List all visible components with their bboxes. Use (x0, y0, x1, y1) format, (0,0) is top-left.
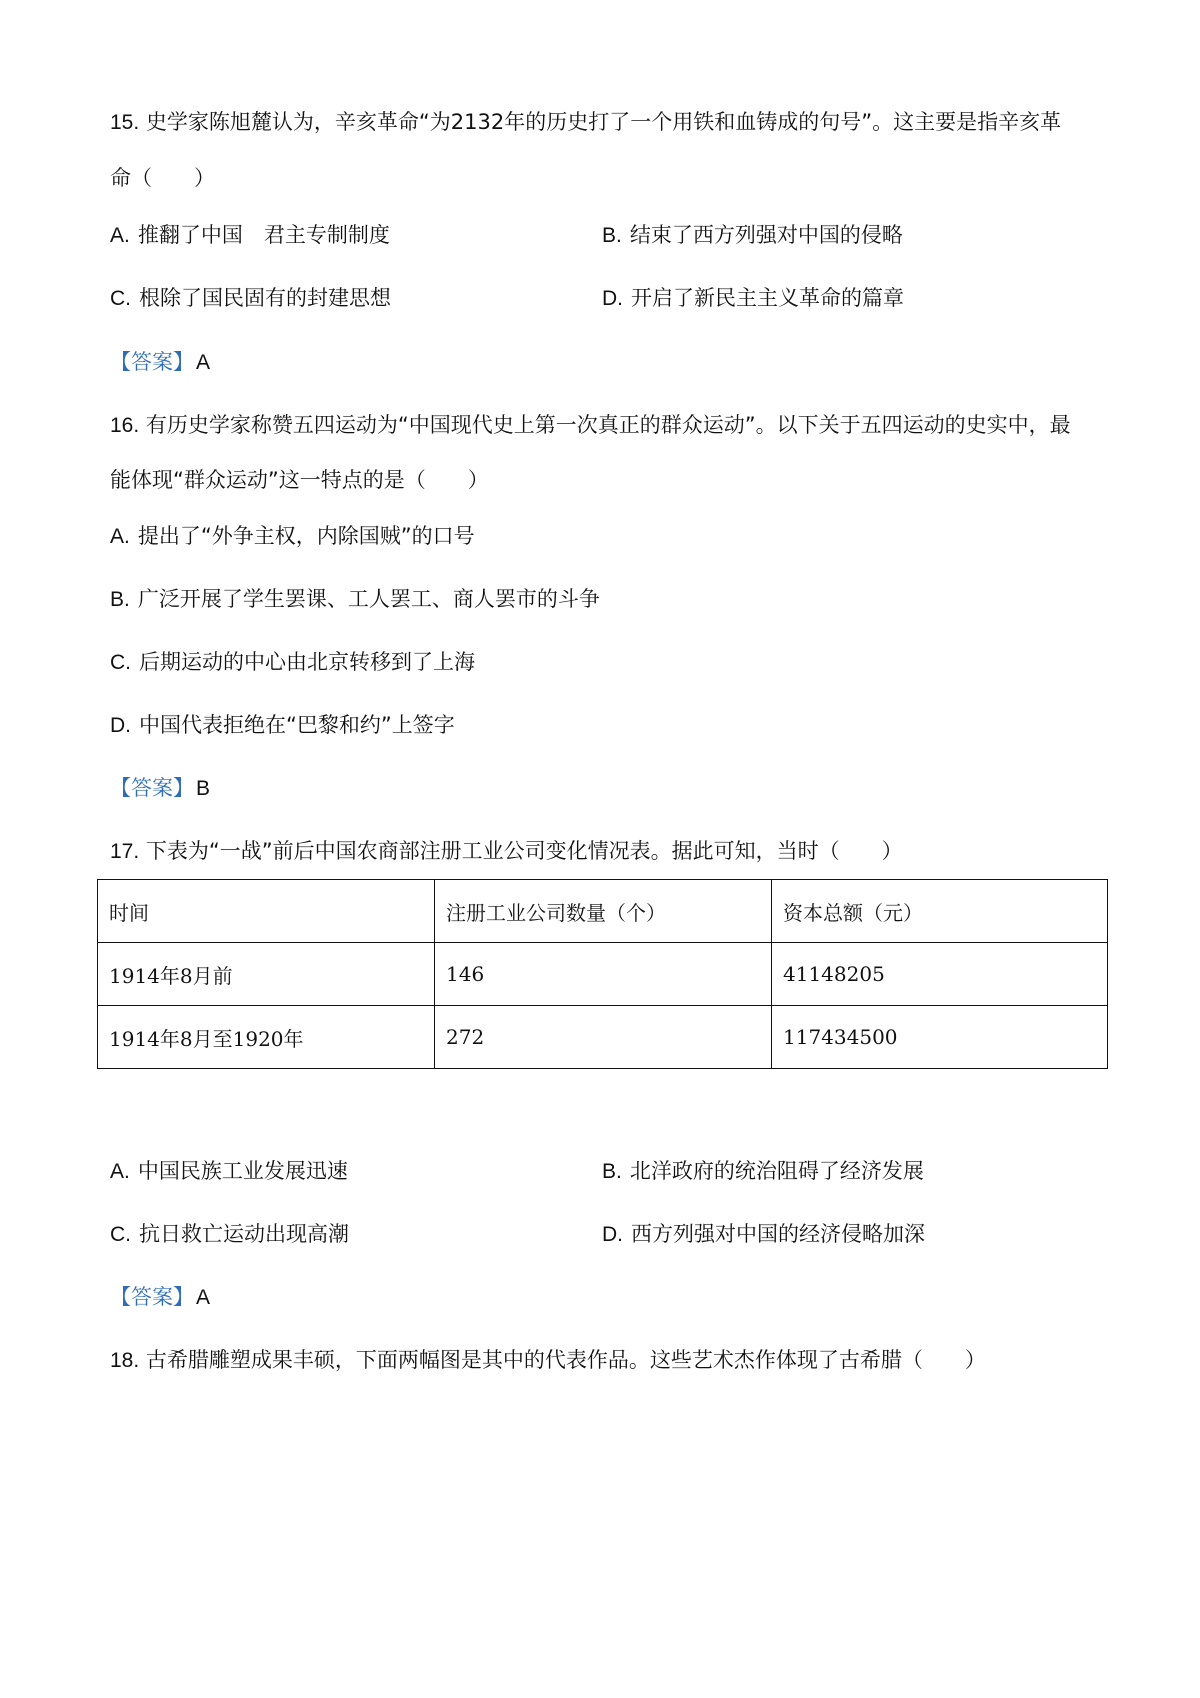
question-16-option-c (110, 648, 475, 677)
question-17-stem-line1 (110, 837, 903, 866)
option-letter: B. (602, 1160, 622, 1183)
question-stem-text: 史学家陈旭麓认为，辛亥革命“为2132年的历史打了一个用铁和血铸成的句号”。这主要是指辛亥革 (145, 110, 1062, 134)
table-cell: 117434500 (772, 1006, 1108, 1069)
table-header-cell: 注册工业公司数量（个） (435, 880, 772, 943)
question-17-option-b (602, 1157, 924, 1186)
option-text: 根除了国民固有的封建思想 (139, 286, 391, 310)
option-letter: D. (602, 1223, 623, 1246)
question-17-option-d (602, 1220, 925, 1249)
question-17-option-a (110, 1157, 348, 1186)
question-number: 18. (110, 1349, 140, 1372)
question-stem-text: 下表为“一战”前后中国农商部注册工业公司变化情况表。据此可知，当时（ ） (145, 839, 903, 863)
option-letter: A. (110, 224, 130, 247)
option-letter: C. (110, 287, 131, 310)
option-letter: B. (602, 224, 622, 247)
question-15-stem-line1 (110, 108, 1061, 137)
option-text: 中国民族工业发展迅速 (137, 1159, 348, 1183)
question-16-answer (110, 774, 210, 803)
answer-label: 【答案】 (110, 776, 194, 800)
question-17-answer (110, 1283, 210, 1312)
answer-label: 【答案】 (110, 1285, 194, 1309)
table-cell: 146 (435, 943, 772, 1006)
question-15-option-c (110, 284, 391, 313)
option-text: 北洋政府的统治阻碍了经济发展 (629, 1159, 924, 1183)
table-cell: 41148205 (772, 943, 1108, 1006)
option-text: 提出了“外争主权，内除国贼”的口号 (137, 524, 475, 548)
question-stem-text: 有历史学家称赞五四运动为“中国现代史上第一次真正的群众运动”。以下关于五四运动的史实中，最 (145, 413, 1071, 437)
question-15-option-b (602, 221, 903, 250)
option-letter: D. (110, 714, 131, 737)
question-number: 17. (110, 840, 140, 863)
question-16-option-b (110, 585, 600, 614)
question-number: 15. (110, 111, 140, 134)
answer-value: A (196, 1286, 211, 1309)
answer-value: B (196, 777, 211, 800)
option-letter: B. (110, 588, 130, 611)
question-15-answer (110, 348, 210, 377)
question-stem-text: 古希腊雕塑成果丰硕，下面两幅图是其中的代表作品。这些艺术杰作体现了古希腊（ ） (145, 1348, 986, 1372)
table-header-cell: 资本总额（元） (772, 880, 1108, 943)
option-text: 后期运动的中心由北京转移到了上海 (139, 650, 475, 674)
option-text: 西方列强对中国的经济侵略加深 (631, 1222, 925, 1246)
option-letter: D. (602, 287, 623, 310)
option-text: 中国代表拒绝在“巴黎和约”上签字 (139, 713, 455, 737)
question-16-option-d (110, 711, 455, 740)
question-15-option-d (602, 284, 904, 313)
option-text: 抗日救亡运动出现高潮 (139, 1222, 349, 1246)
table-header-row (98, 880, 1108, 943)
option-letter: C. (110, 651, 131, 674)
table-row (98, 1006, 1108, 1069)
answer-label: 【答案】 (110, 350, 194, 374)
table-row (98, 943, 1108, 1006)
table-header-cell: 时间 (98, 880, 435, 943)
company-registration-table (97, 879, 1108, 1069)
option-text: 开启了新民主主义革命的篇章 (631, 286, 904, 310)
question-15-option-a (110, 221, 390, 250)
option-text: 结束了西方列强对中国的侵略 (629, 223, 903, 247)
answer-value: A (196, 351, 211, 374)
option-letter: C. (110, 1223, 131, 1246)
table-cell: 1914年8月至1920年 (98, 1006, 435, 1069)
option-text: 广泛开展了学生罢课、工人罢工、商人罢市的斗争 (137, 587, 600, 611)
question-18-stem-line1 (110, 1346, 986, 1375)
question-17-option-c (110, 1220, 349, 1249)
table-cell: 1914年8月前 (98, 943, 435, 1006)
question-number: 16. (110, 414, 140, 437)
option-text: 推翻了中国 君主专制制度 (137, 223, 390, 247)
question-15-stem-line2: 命（ ） (110, 166, 215, 190)
question-16-stem-line1 (110, 411, 1071, 440)
question-16-stem-line2: 能体现“群众运动”这一特点的是（ ） (110, 468, 489, 492)
table-cell: 272 (435, 1006, 772, 1069)
option-letter: A. (110, 525, 130, 548)
question-16-option-a (110, 522, 475, 551)
option-letter: A. (110, 1160, 130, 1183)
